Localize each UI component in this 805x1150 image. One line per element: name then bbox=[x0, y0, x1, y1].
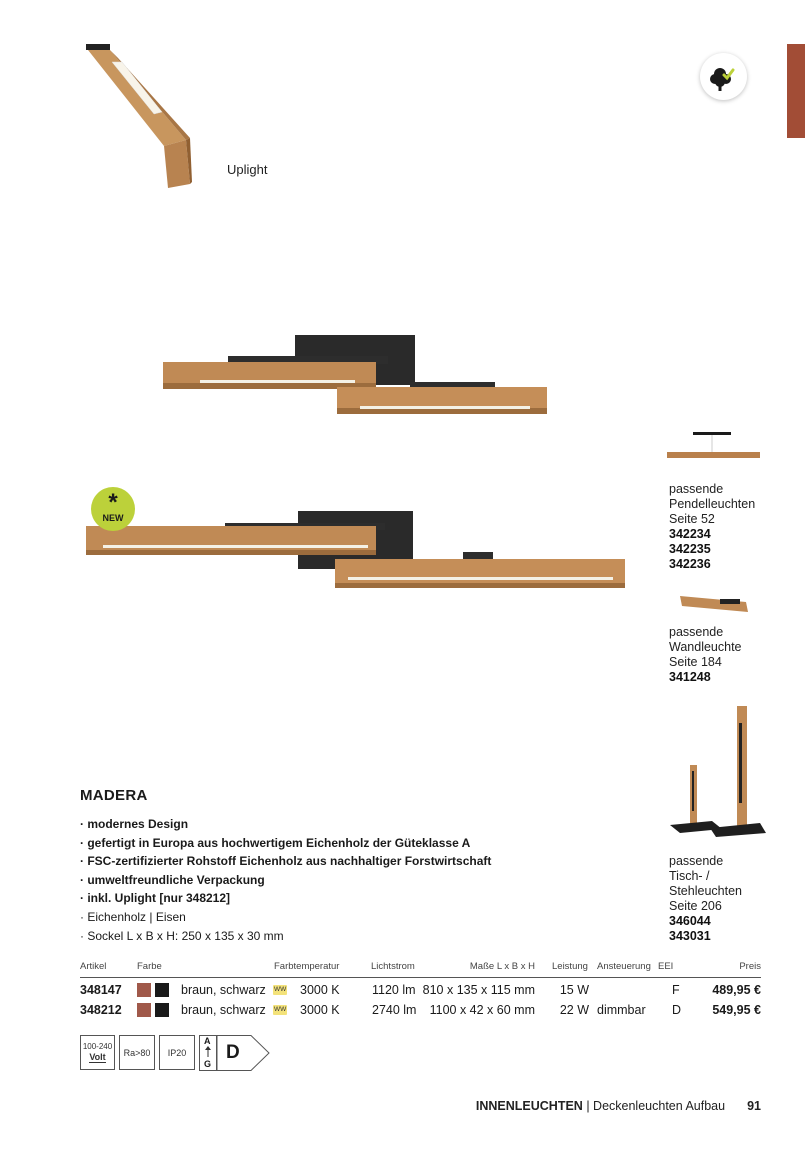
footer-subsection: Deckenleuchten Aufbau bbox=[593, 1099, 726, 1113]
feature-item: · umweltfreundliche Verpackung bbox=[80, 872, 265, 887]
table-floor-name: Tisch- / bbox=[669, 869, 710, 883]
product-title: MADERA bbox=[80, 787, 148, 804]
cell-lichtstrom: 1120 lm bbox=[372, 983, 416, 997]
cell-lichtstrom: 2740 lm bbox=[372, 1003, 417, 1017]
swatch-black bbox=[155, 1003, 169, 1017]
table-floor-lamp-thumbnail bbox=[666, 703, 768, 838]
product-image-large bbox=[83, 508, 628, 592]
uplight-image bbox=[84, 42, 194, 190]
table-row bbox=[80, 1000, 761, 1020]
wall-reference bbox=[669, 625, 742, 685]
table-floor-label: passende bbox=[669, 854, 724, 868]
cell-farbe: braun, schwarz bbox=[181, 1003, 266, 1017]
header-leistung: Leistung bbox=[552, 961, 588, 972]
pendant-article: 342235 bbox=[669, 542, 711, 556]
uplight-caption: Uplight bbox=[227, 162, 268, 177]
energy-scale-top: A bbox=[204, 1036, 211, 1046]
cell-eei: D bbox=[672, 1003, 682, 1017]
cell-ansteuerung: dimmbar bbox=[597, 1003, 646, 1017]
warm-white-icon: WW bbox=[274, 1006, 287, 1013]
table-floor-article: 343031 bbox=[669, 929, 711, 943]
cell-eei: F bbox=[672, 983, 680, 997]
pendant-thumbnail bbox=[665, 430, 762, 462]
page-footer bbox=[476, 1099, 761, 1113]
warm-white-icon: WW bbox=[274, 986, 287, 993]
header-ansteuerung: Ansteuerung bbox=[597, 961, 651, 972]
feature-item: · gefertigt in Europa aus hochwertigem Eichenholz der Güteklasse A bbox=[80, 835, 471, 850]
cell-masse: 810 x 135 x 115 mm bbox=[422, 983, 535, 997]
page-number: 91 bbox=[747, 1099, 761, 1113]
voltage-unit: Volt bbox=[89, 1052, 106, 1062]
cell-artikel: 348212 bbox=[80, 1003, 122, 1017]
ip-rating-icon: IP20 bbox=[159, 1035, 195, 1070]
table-floor-page[interactable]: Seite 206 bbox=[669, 899, 722, 913]
feature-item: · modernes Design bbox=[80, 817, 189, 831]
pendant-article: 342236 bbox=[669, 557, 711, 571]
header-masse: Maße L x B x H bbox=[469, 961, 535, 972]
product-image-small bbox=[160, 332, 550, 420]
cell-preis: 489,95 € bbox=[712, 983, 761, 997]
swatch-brown bbox=[137, 1003, 151, 1017]
eco-badge bbox=[700, 53, 747, 100]
cell-leistung: 15 W bbox=[559, 983, 589, 997]
color-swatches bbox=[137, 983, 169, 1000]
footer-section: INNENLEUCHTEN bbox=[475, 1099, 583, 1113]
table-row bbox=[80, 980, 761, 1000]
color-swatches bbox=[137, 1003, 169, 1020]
spec-table bbox=[80, 961, 761, 1020]
voltage-range: 100-240 bbox=[82, 1042, 113, 1051]
cell-masse: 1100 x 42 x 60 mm bbox=[429, 1003, 535, 1017]
pendant-page[interactable]: Seite 52 bbox=[669, 512, 715, 526]
pendant-reference bbox=[669, 482, 755, 572]
cell-leistung: 22 W bbox=[559, 1003, 589, 1017]
new-label: NEW bbox=[102, 513, 124, 523]
ra-icon: Ra>80 bbox=[119, 1035, 155, 1070]
table-floor-reference bbox=[669, 854, 742, 944]
feature-item: · Eichenholz | Eisen bbox=[80, 909, 186, 924]
header-farbe: Farbe bbox=[137, 961, 162, 972]
wall-article: 341248 bbox=[669, 670, 711, 684]
energy-scale-bottom: G bbox=[204, 1059, 212, 1069]
star-icon: * bbox=[108, 489, 118, 516]
voltage-icon bbox=[80, 1035, 115, 1070]
cell-temp: 3000 K bbox=[300, 1003, 340, 1017]
feature-list bbox=[80, 815, 491, 945]
feature-item: · Sockel L x B x H: 250 x 135 x 30 mm bbox=[80, 928, 284, 943]
header-eei: EEI bbox=[658, 961, 674, 972]
cell-artikel: 348147 bbox=[80, 983, 122, 997]
header-artikel: Artikel bbox=[80, 961, 107, 972]
tree-check-icon bbox=[700, 53, 747, 100]
header-farbtemperatur: Farbtemperatur bbox=[274, 961, 340, 972]
energy-label bbox=[199, 1035, 271, 1071]
table-floor-article: 346044 bbox=[669, 914, 711, 928]
wall-lamp-thumbnail bbox=[676, 590, 754, 616]
feature-item: · FSC-zertifizierter Rohstoff Eichenholz aus nachhaltiger Forstwirtschaft bbox=[80, 854, 492, 869]
header-lichtstrom: Lichtstrom bbox=[371, 961, 415, 972]
energy-class: D bbox=[226, 1042, 240, 1063]
table-floor-name: Stehleuchten bbox=[669, 884, 742, 898]
swatch-brown bbox=[137, 983, 151, 997]
feature-item: · inkl. Uplight [nur 348212] bbox=[80, 891, 231, 906]
pendant-name: Pendelleuchten bbox=[669, 497, 756, 511]
pendant-label: passende bbox=[669, 482, 724, 496]
wall-page[interactable]: Seite 184 bbox=[669, 655, 722, 669]
new-badge bbox=[91, 487, 135, 531]
wall-label: passende bbox=[669, 625, 724, 639]
cell-temp: 3000 K bbox=[300, 983, 340, 997]
chapter-tab bbox=[787, 44, 805, 138]
cell-farbe: braun, schwarz bbox=[181, 983, 266, 997]
cell-preis: 549,95 € bbox=[712, 1003, 761, 1017]
pendant-article: 342234 bbox=[669, 527, 711, 541]
header-preis: Preis bbox=[739, 961, 761, 972]
footer-separator: | bbox=[582, 1099, 594, 1113]
swatch-black bbox=[155, 983, 169, 997]
table-header bbox=[80, 961, 761, 978]
wall-name: Wandleuchte bbox=[669, 640, 742, 654]
